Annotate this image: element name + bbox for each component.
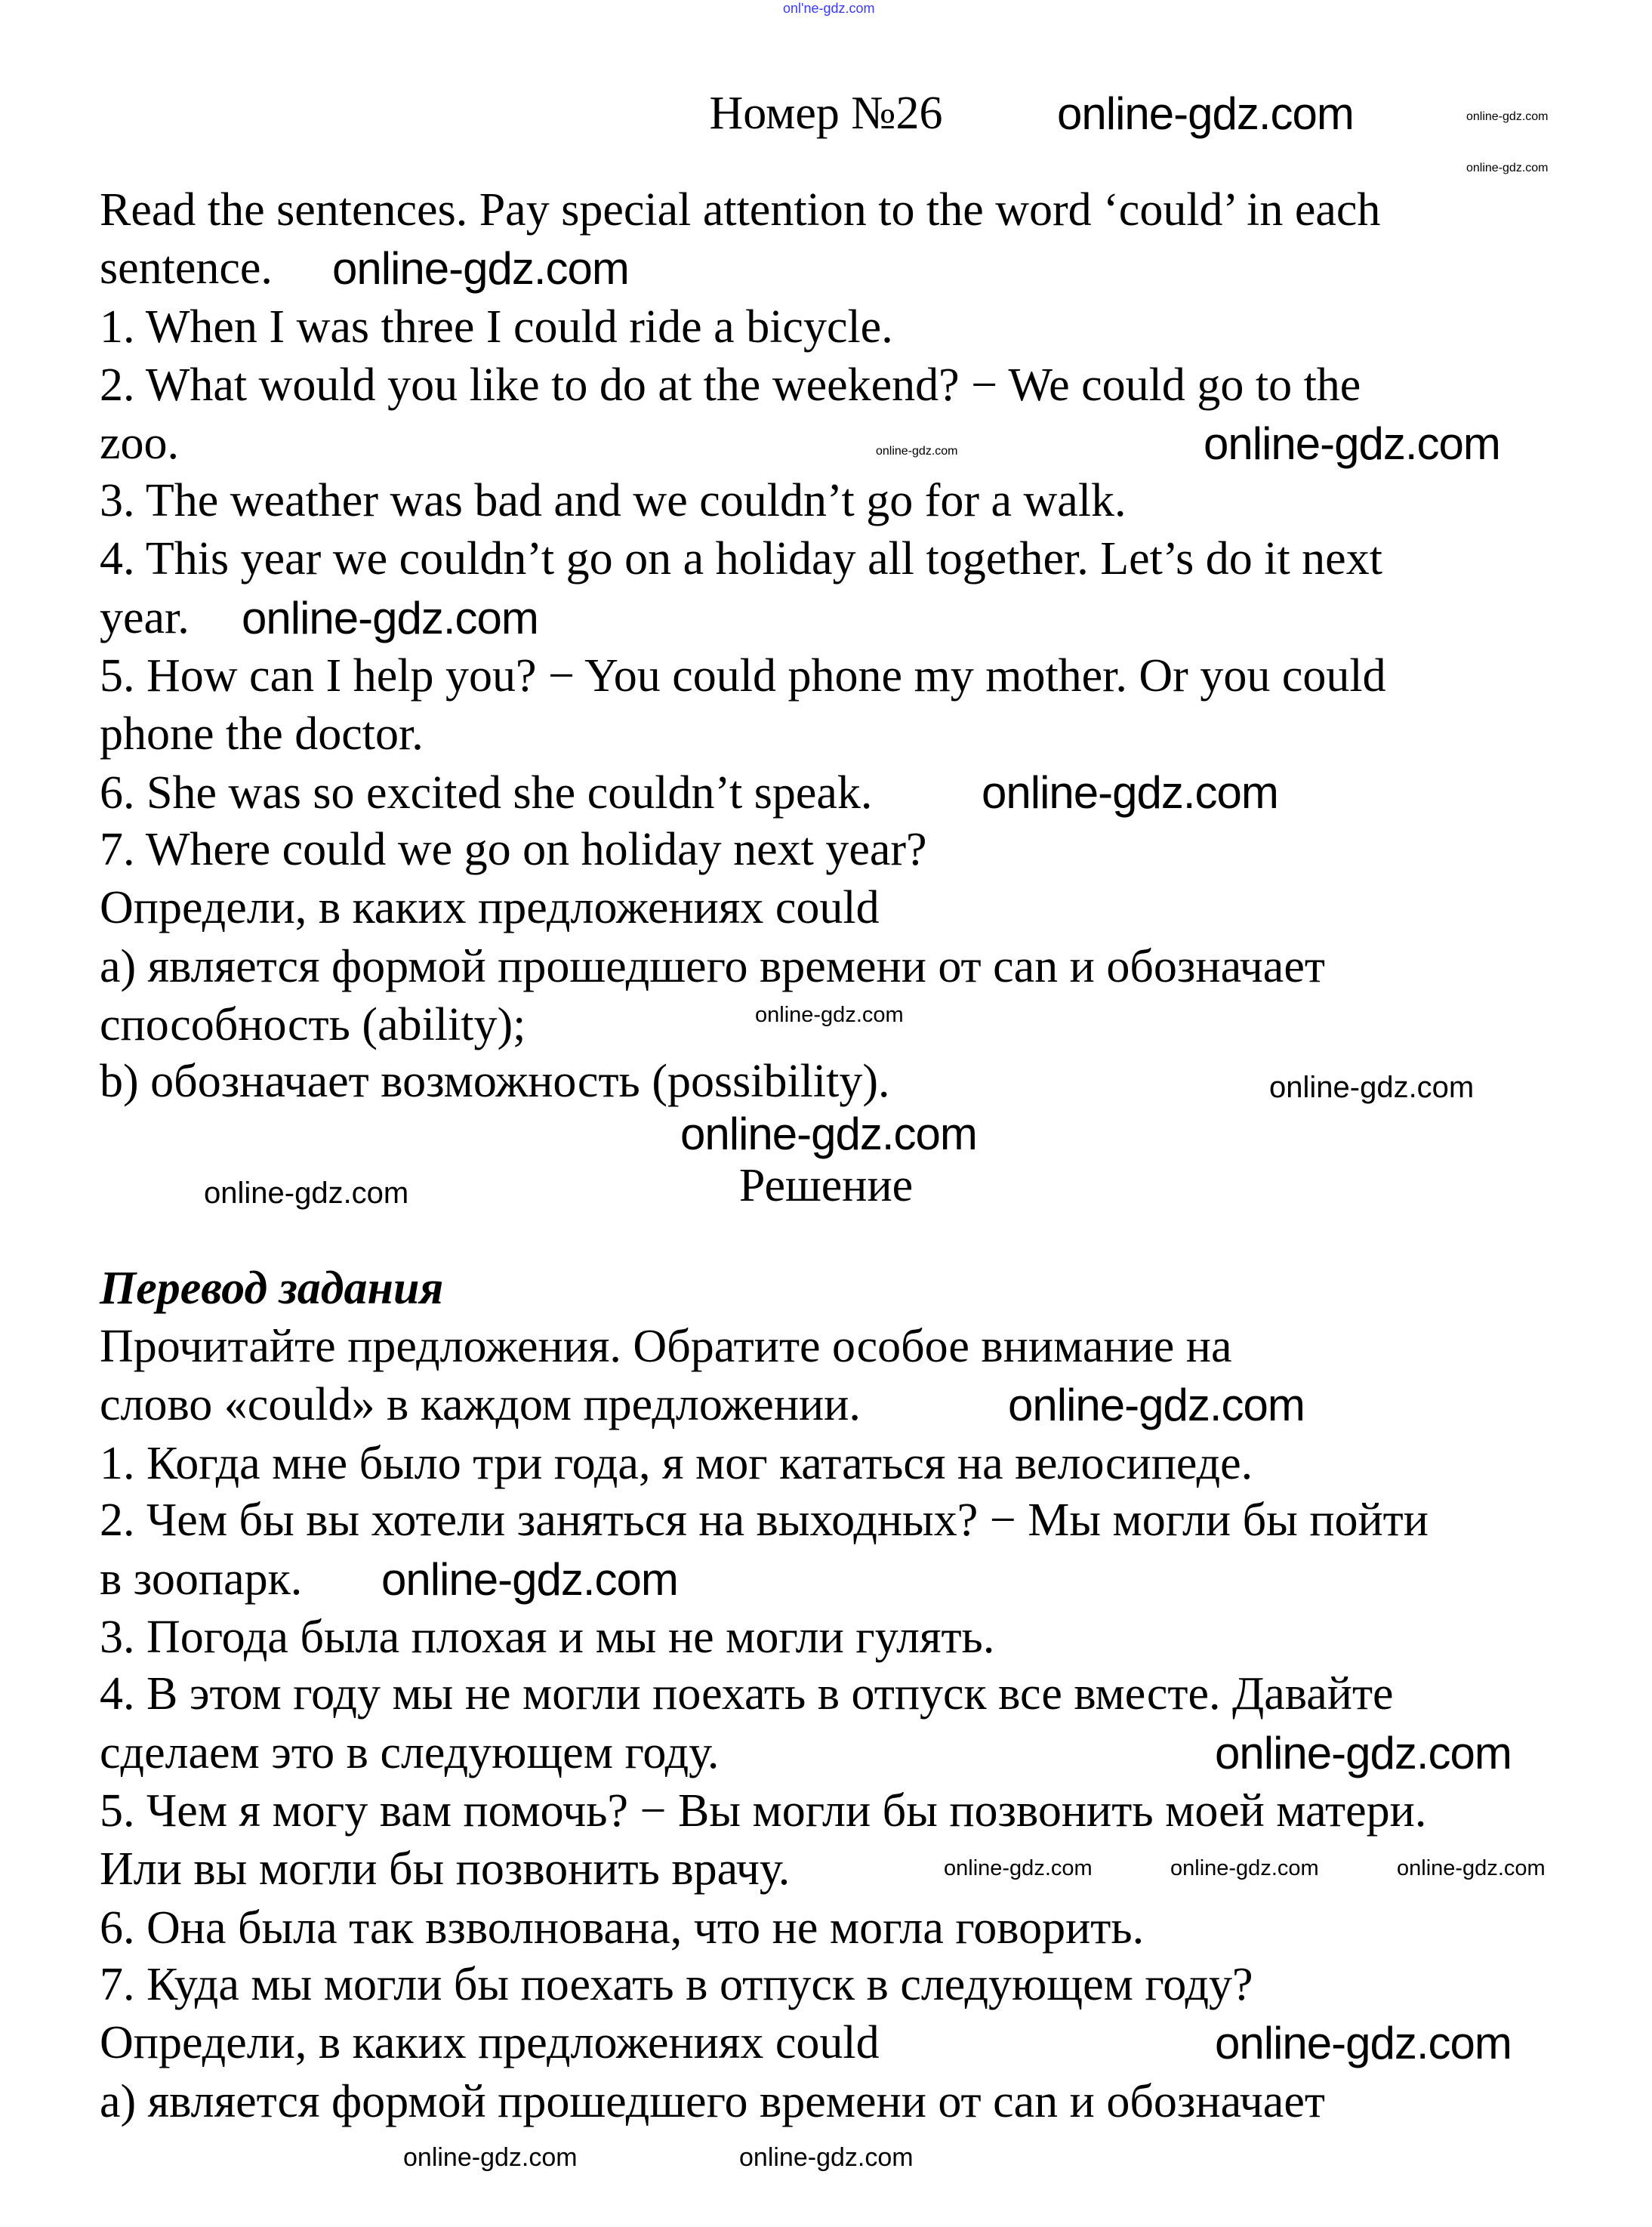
task-line: 6. She was so excited she couldn’t speak. xyxy=(100,767,873,819)
task-line: 4. This year we couldn’t go on a holiday all together. Let’s do it next xyxy=(100,533,1382,585)
translation-line: Прочитайте предложения. Обратите особое внимание на xyxy=(100,1321,1232,1372)
task-line: zoo. xyxy=(100,418,180,469)
watermark: online-gdz.com xyxy=(982,767,1278,818)
task-line: Read the sentences. Pay special attention to the word ‘could’ in each xyxy=(100,184,1381,236)
watermark: online-gdz.com xyxy=(944,1856,1093,1880)
task-line: b) обозначает возможность (possibility). xyxy=(100,1056,890,1107)
translation-line: 7. Куда мы могли бы поехать в отпуск в следующем году? xyxy=(100,1959,1253,2010)
watermark: online-gdz.com xyxy=(1215,1728,1512,1778)
task-line: phone the doctor. xyxy=(100,708,424,760)
task-line: sentence. xyxy=(100,242,273,294)
watermark: online-gdz.com xyxy=(1170,1856,1319,1880)
translation-line: 4. В этом году мы не могли поехать в отпуск все вместе. Давайте xyxy=(100,1668,1394,1720)
watermark: online-gdz.com xyxy=(332,243,629,294)
task-line: 7. Where could we go on holiday next year? xyxy=(100,824,927,875)
task-line: a) является формой прошедшего времени от can и обозначает xyxy=(100,941,1325,992)
translation-line: 3. Погода была плохая и мы не могли гулять. xyxy=(100,1612,995,1663)
watermark: online-gdz.com xyxy=(1204,418,1500,469)
watermark: online-gdz.com xyxy=(1057,88,1354,139)
watermark: online-gdz.com xyxy=(876,445,958,458)
task-line: способность (ability); xyxy=(100,999,526,1050)
watermark: online-gdz.com xyxy=(1215,2018,1512,2068)
watermark: online-gdz.com xyxy=(1008,1380,1305,1430)
translation-line: сделаем это в следующем году. xyxy=(100,1727,720,1778)
watermark: online-gdz.com xyxy=(755,1003,904,1027)
task-line: 3. The weather was bad and we couldn’t go for a walk. xyxy=(100,475,1127,526)
watermark: online-gdz.com xyxy=(381,1554,678,1605)
translation-line: 2. Чем бы вы хотели заняться на выходных? − Мы могли бы пойти xyxy=(100,1494,1429,1546)
translation-line: 5. Чем я могу вам помочь? − Вы могли бы позвонить моей матери. xyxy=(100,1785,1427,1837)
task-line: Определи, в каких предложениях could xyxy=(100,882,880,933)
watermark: online-gdz.com xyxy=(242,593,538,643)
page-title: Номер №26 xyxy=(709,88,943,139)
watermark: online-gdz.com xyxy=(1269,1071,1475,1104)
translation-line: а) является формой прошедшего времени от can и обозначает xyxy=(100,2076,1325,2127)
watermark: online-gdz.com xyxy=(1466,162,1549,174)
watermark: online-gdz.com xyxy=(1466,110,1549,123)
task-line: 2. What would you like to do at the weekend? − We could go to the xyxy=(100,359,1361,411)
task-line: 1. When I was three I could ride a bicycle. xyxy=(100,301,893,353)
task-line: year. xyxy=(100,592,190,643)
task-line: 5. How can I help you? − You could phone my mother. Or you could xyxy=(100,650,1386,702)
watermark: online-gdz.com xyxy=(1397,1856,1546,1880)
watermark: online-gdz.com xyxy=(403,2143,578,2172)
translation-line: Или вы могли бы позвонить врачу. xyxy=(100,1843,791,1895)
watermark-top: onl'ne-gdz.com xyxy=(783,1,875,16)
translation-line: 1. Когда мне было три года, я мог кататься на велосипеде. xyxy=(100,1438,1253,1489)
watermark: online-gdz.com xyxy=(680,1109,977,1159)
translation-heading: Перевод задания xyxy=(100,1263,444,1314)
translation-line: 6. Она была так взволнована, что не могла говорить. xyxy=(100,1902,1145,1954)
solution-heading: Решение xyxy=(738,1160,914,1211)
translation-line: слово «could» в каждом предложении. xyxy=(100,1379,861,1430)
translation-line: Определи, в каких предложениях could xyxy=(100,2017,880,2068)
watermark: online-gdz.com xyxy=(739,2143,914,2172)
watermark: online-gdz.com xyxy=(204,1177,409,1210)
translation-line: в зоопарк. xyxy=(100,1553,303,1605)
